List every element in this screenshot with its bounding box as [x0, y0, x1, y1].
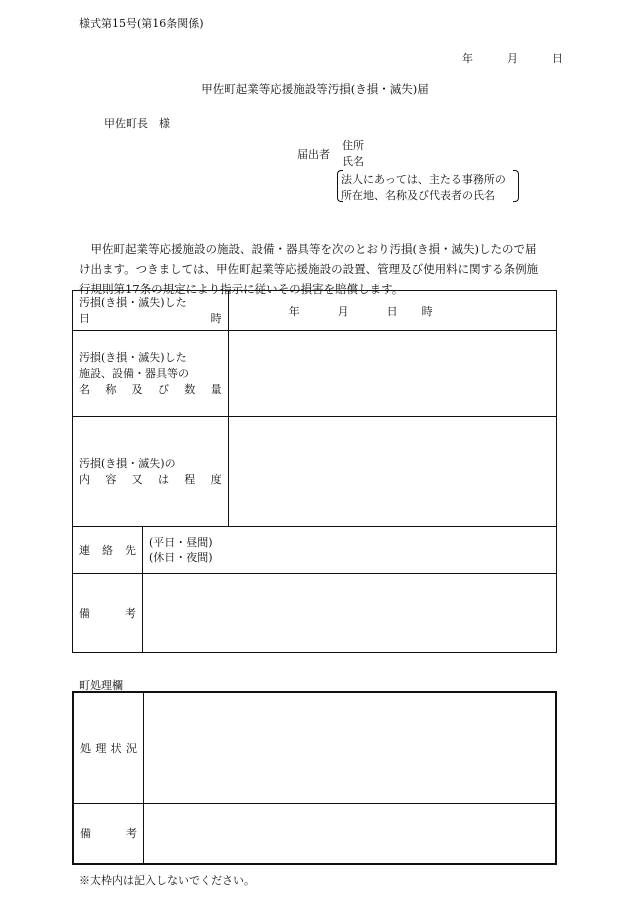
label-char: 処	[80, 741, 91, 755]
contact-holiday-label: (休日・夜間)	[149, 551, 213, 564]
label-line	[80, 740, 137, 756]
footnote: ※太枠内は記入しないでください。	[79, 874, 255, 887]
label-char: 時	[210, 311, 222, 325]
processing-status-label	[73, 692, 144, 803]
label-char: 数	[184, 382, 196, 396]
label-char: 日	[79, 311, 90, 325]
body-line: け出ます。つきましては、甲佐町起業等応援施設の設置、管理及び使用料に関する条例施	[79, 262, 539, 276]
label-char: 先	[125, 544, 136, 557]
damage-details-field[interactable]	[228, 417, 556, 527]
office-section-title: 町処理欄	[79, 679, 123, 692]
label-line	[79, 311, 222, 327]
facility-items-label	[73, 331, 229, 417]
year-label: 年	[288, 304, 300, 318]
label-char: 量	[210, 382, 222, 396]
office-remarks-field[interactable]	[144, 803, 557, 864]
body-line: 行規則第17条の規定により指示に従いその損害を賠償します。	[79, 282, 404, 296]
date-month-label: 月	[507, 52, 518, 65]
label-char: び	[157, 382, 169, 396]
label-char: 状	[110, 741, 122, 755]
office-remarks-label	[73, 803, 144, 864]
label-char: 容	[105, 472, 117, 486]
office-processing-table	[72, 691, 557, 865]
label-line: 汚損(き損・滅失)した	[79, 295, 187, 309]
month-label: 月	[337, 304, 349, 318]
corporate-note-line2: 所在地、名称及び代表者の氏名	[341, 189, 495, 202]
label-char: 連	[79, 544, 90, 557]
label-line	[79, 472, 222, 488]
hour-label: 時	[421, 304, 433, 318]
label-line	[79, 382, 222, 398]
label-char: 況	[125, 741, 137, 755]
label-char: 考	[125, 607, 136, 620]
label-char: 又	[131, 472, 143, 486]
date-year-label: 年	[462, 52, 473, 65]
damage-datetime-field[interactable]	[228, 291, 556, 331]
label-char: 備	[80, 827, 91, 841]
label-char: 称	[105, 382, 117, 396]
body-line: 甲佐町起業等応援施設の施設、設備・器具等を次のとおり汚損(き損・滅失)したので届	[79, 242, 537, 256]
bracket-right	[513, 170, 519, 202]
label-char: は	[157, 472, 169, 486]
label-char: 及	[131, 382, 143, 396]
label-line: 施設、設備・器具等の	[79, 366, 189, 380]
contact-label	[73, 527, 143, 574]
label-char: 程	[184, 472, 196, 486]
document-title: 甲佐町起業等応援施設等汚損(き損・滅失)届	[201, 82, 429, 96]
contact-weekday-label: (平日・昼間)	[149, 536, 213, 549]
label-line	[79, 605, 136, 621]
label-char: 絡	[102, 544, 113, 557]
addressee: 甲佐町長 様	[104, 117, 170, 130]
label-char: 度	[210, 472, 222, 486]
submission-date	[462, 50, 563, 66]
day-label: 日	[386, 304, 398, 318]
label-char: 備	[79, 607, 90, 620]
facility-items-field[interactable]	[228, 331, 556, 417]
label-char: 内	[79, 472, 90, 486]
remarks-field[interactable]	[143, 574, 557, 653]
form-number: 様式第15号(第16条関係)	[79, 17, 204, 30]
filer-name-label: 氏名	[342, 155, 364, 168]
label-char: 名	[79, 382, 90, 396]
remarks-label	[73, 574, 143, 653]
contact-field[interactable]	[143, 527, 557, 574]
damage-report-table	[72, 290, 557, 653]
damage-datetime-label	[73, 291, 229, 331]
label-line: 汚損(き損・滅失)した	[79, 350, 187, 364]
corporate-note-line1: 法人にあっては、主たる事務所の	[341, 173, 506, 186]
corporate-note	[337, 170, 519, 202]
label-line	[79, 542, 136, 558]
damage-details-label	[73, 417, 229, 527]
filer-address-label: 住所	[342, 139, 364, 152]
label-line	[80, 825, 137, 841]
label-line: 汚損(き損・滅失)の	[79, 456, 176, 470]
date-day-label: 日	[552, 52, 563, 65]
processing-status-field[interactable]	[144, 692, 557, 803]
label-char: 考	[126, 827, 137, 841]
filer-label: 届出者	[297, 148, 330, 161]
label-char: 理	[95, 741, 107, 755]
